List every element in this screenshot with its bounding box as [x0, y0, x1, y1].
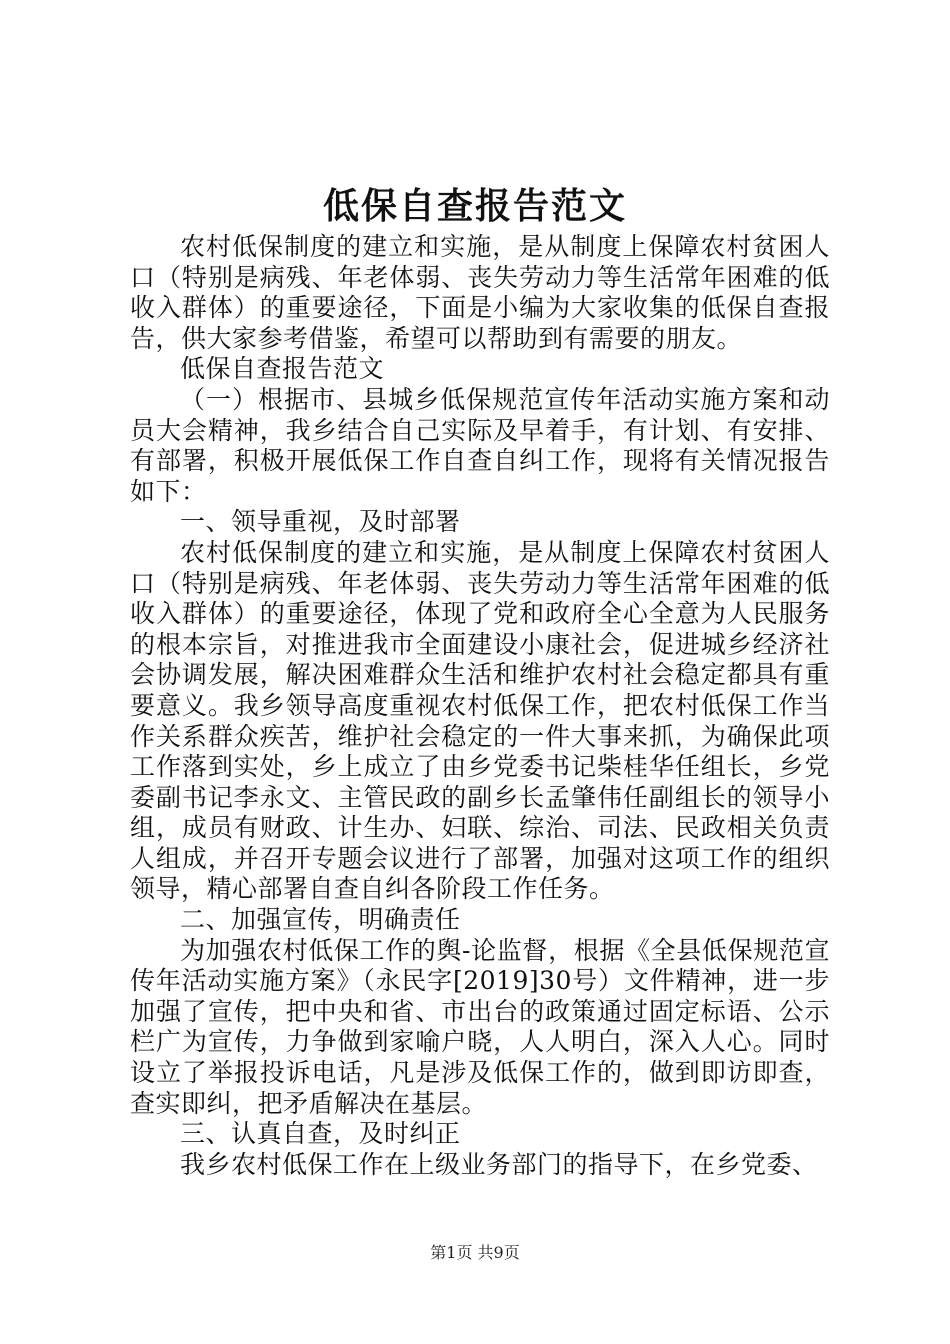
paragraph-intro: 农村低保制度的建立和实施，是从制度上保障农村贫困人口（特别是病残、年老体弱、丧失劳动力等生活常年困难的低收入群体）的重要途径，下面是小编为大家收集的低保自查报告，供大家参考借鉴，希望可以帮助到有需要的朋友。	[130, 232, 830, 353]
document-title: 低保自查报告范文	[322, 185, 627, 227]
document-body	[130, 232, 830, 1180]
heading-section-3: 三、认真自查，及时纠正	[180, 1119, 461, 1149]
paragraph-section-1: 农村低保制度的建立和实施，是从制度上保障农村贫困人口（特别是病残、年老体弱、丧失劳动力等生活常年困难的低收入群体）的重要途径，体现了党和政府全心全意为人民服务的根本宗旨，对推进我市全面建设小康社会，促进城乡经济社会协调发展，解决困难群众生活和维护农村社会稳定都具有重要意义。我乡领导高度重视农村低保工作，把农村低保工作当作关系群众疾苦，维护社会稳定的一件大事来抓，为确保此项工作落到实处，乡上成立了由乡党委书记柴桂华任组长，乡党委副书记李永文、主管民政的副乡长孟肇伟任副组长的领导小组，成员有财政、计生办、妇联、综治、司法、民政相关负责人组成，并召开专题会议进行了部署，加强对这项工作的组织领导，精心部署自查自纠各阶段工作任务。	[130, 537, 830, 904]
paragraph-subtitle: 低保自查报告范文	[180, 354, 385, 384]
page-footer: 第1页 共9页	[430, 1243, 520, 1262]
heading-section-2: 二、加强宣传，明确责任	[180, 905, 461, 935]
heading-section-1: 一、领导重视，及时部署	[180, 507, 461, 537]
paragraph-section-2: 为加强农村低保工作的舆-论监督，根据《全县低保规范宣传年活动实施方案》（永民字[2019]30号）文件精神，进一步加强了宣传，把中央和省、市出台的政策通过固定标语、公示栏广为宣传，力争做到家喻户晓，人人明白，深入人心。同时设立了举报投诉电话，凡是涉及低保工作的，做到即访即查，查实即纠，把矛盾解决在基层。	[130, 935, 830, 1118]
paragraph-section-3: 我乡农村低保工作在上级业务部门的指导下，在乡党委、	[180, 1149, 818, 1179]
paragraph-section-preface: （一）根据市、县城乡低保规范宣传年活动实施方案和动员大会精神，我乡结合自己实际及早着手，有计划、有安排、有部署，积极开展低保工作自查自纠工作，现将有关情况报告如下：	[130, 384, 830, 506]
